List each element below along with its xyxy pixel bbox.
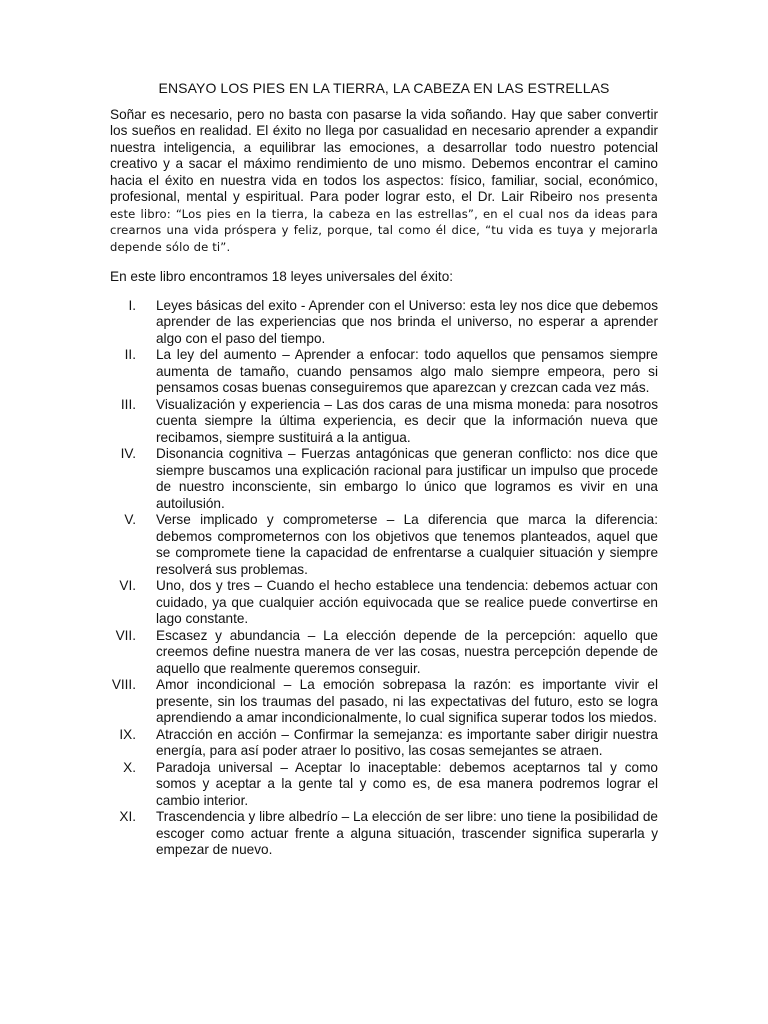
- list-item: [110, 347, 658, 397]
- list-item: [110, 298, 658, 348]
- paragraph-alt-text: nos presenta este libro: “Los pies en la tierra, la cabeza en las estrellas”, en el cual nos da ideas para crearnos una vida próspera y feliz, porque, tal como él dice, “tu vida es tuya y mejorarla depende sólo de ti”.: [110, 190, 658, 254]
- list-item-number: VI.: [119, 578, 136, 593]
- list-item-number: IX.: [119, 726, 136, 742]
- list-item: [110, 578, 658, 628]
- list-item-number: I.: [128, 297, 136, 313]
- list-item-number: IV.: [120, 446, 136, 461]
- list-item: [110, 677, 658, 727]
- list-item-number: III.: [120, 396, 136, 412]
- list-item: [110, 809, 658, 859]
- list-item-text: Verse implicado y comprometerse – La diferencia que marca la diferencia: debemos comprometernos con los objetivos que tenemos planteados, aquel que se compromete tiene la capacidad de enfrentarse a cualquier situación y siempre resolverá sus problemas.: [156, 512, 658, 577]
- list-item-text: Atracción en acción – Confirmar la semejanza: es importante saber dirigir nuestra energía, para así poder atraer lo positivo, las cosas semejantes se atraen.: [156, 726, 658, 758]
- list-item-text: Amor incondicional – La emoción sobrepasa la razón: es importante vivir el presente, sin los traumas del pasado, ni las expectativas del futuro, esto se logra aprendiendo a amar incondicionalmente, lo cual significa superar todos los miedos.: [156, 677, 658, 725]
- list-item-text: Leyes básicas del exito - Aprender con el Universo: esta ley nos dice que debemos aprender de las experiencias que nos brinda el universo, no esperar a aprender algo con el paso del tiempo.: [156, 297, 658, 346]
- list-item-text: La ley del aumento – Aprender a enfocar: todo aquellos que pensamos siempre aumenta de tamaño, cuando pensamos algo malo siempre empeora, pero si pensamos cosas buenas conseguiremos que aparezcan y crezcan cada vez más.: [156, 347, 658, 395]
- list-item-text: Escasez y abundancia – La elección depende de la percepción: aquello que creemos define nuestra manera de ver las cosas, nuestra percepción depende de aquello que realmente queremos conseguir.: [156, 627, 658, 676]
- list-item-number: V.: [124, 512, 136, 527]
- page-title: ENSAYO LOS PIES EN LA TIERRA, LA CABEZA EN LAS ESTRELLAS: [158, 80, 610, 96]
- paragraph-main-text: Soñar es necesario, pero no basta con pasarse la vida soñando. Hay que saber convertir los sueños en realidad. El éxito no llega por casualidad en necesario aprender a expandir nuestra inteligencia, a equilibrar las emociones, a desarrollar todo nuestro potencial creativo y a sacar el máximo rendimiento de uno mismo. Debemos encontrar el camino hacia el éxito en nuestra vida en todos los aspectos: físico, familiar, social, económico, profesional, mental y espiritual. Para poder lograr esto, el Dr. Lair Ribeiro: [110, 106, 658, 204]
- laws-list: [110, 298, 658, 859]
- list-item-number: II.: [124, 347, 136, 362]
- list-item-text: Trascendencia y libre albedrío – La elección de ser libre: uno tiene la posibilidad de escoger como actuar frente a alguna situación, trascender significa superarla y empezar de nuevo.: [156, 809, 658, 857]
- list-item-number: X.: [123, 759, 136, 775]
- list-item: [110, 512, 658, 578]
- list-item: [110, 628, 658, 678]
- list-item-text: Paradoja universal – Aceptar lo inaceptable: debemos aceptarnos tal y como somos y aceptar a la gente tal y como es, de esa manera podremos lograr el cambio interior.: [156, 759, 658, 808]
- list-item-text: Disonancia cognitiva – Fuerzas antagónicas que generan conflicto: nos dice que siempre buscamos una explicación racional para justificar un impulso que procede de nuestro inconsciente, sin embargo lo único que logramos es vivir en una autoilusión.: [156, 446, 658, 511]
- list-item-text: Uno, dos y tres – Cuando el hecho establece una tendencia: debemos actuar con cuidado, ya que cualquier acción equivocada que se realice puede convertirse en lago constante.: [156, 578, 658, 626]
- list-item-number: XI.: [119, 809, 136, 824]
- list-item: [110, 727, 658, 760]
- list-item-number: VII.: [115, 627, 136, 643]
- intro-paragraph: [110, 107, 658, 256]
- list-item-number: VIII.: [111, 677, 136, 692]
- list-item: [110, 397, 658, 447]
- laws-intro: En este libro encontramos 18 leyes universales del éxito:: [110, 269, 454, 284]
- list-item: [110, 760, 658, 810]
- list-item-text: Visualización y experiencia – Las dos caras de una misma moneda: para nosotros cuenta siempre la última experiencia, es decir que la información nueva que recibamos, siempre sustituirá a la antigua.: [156, 396, 658, 445]
- document-page: [110, 80, 658, 859]
- list-item: [110, 446, 658, 512]
